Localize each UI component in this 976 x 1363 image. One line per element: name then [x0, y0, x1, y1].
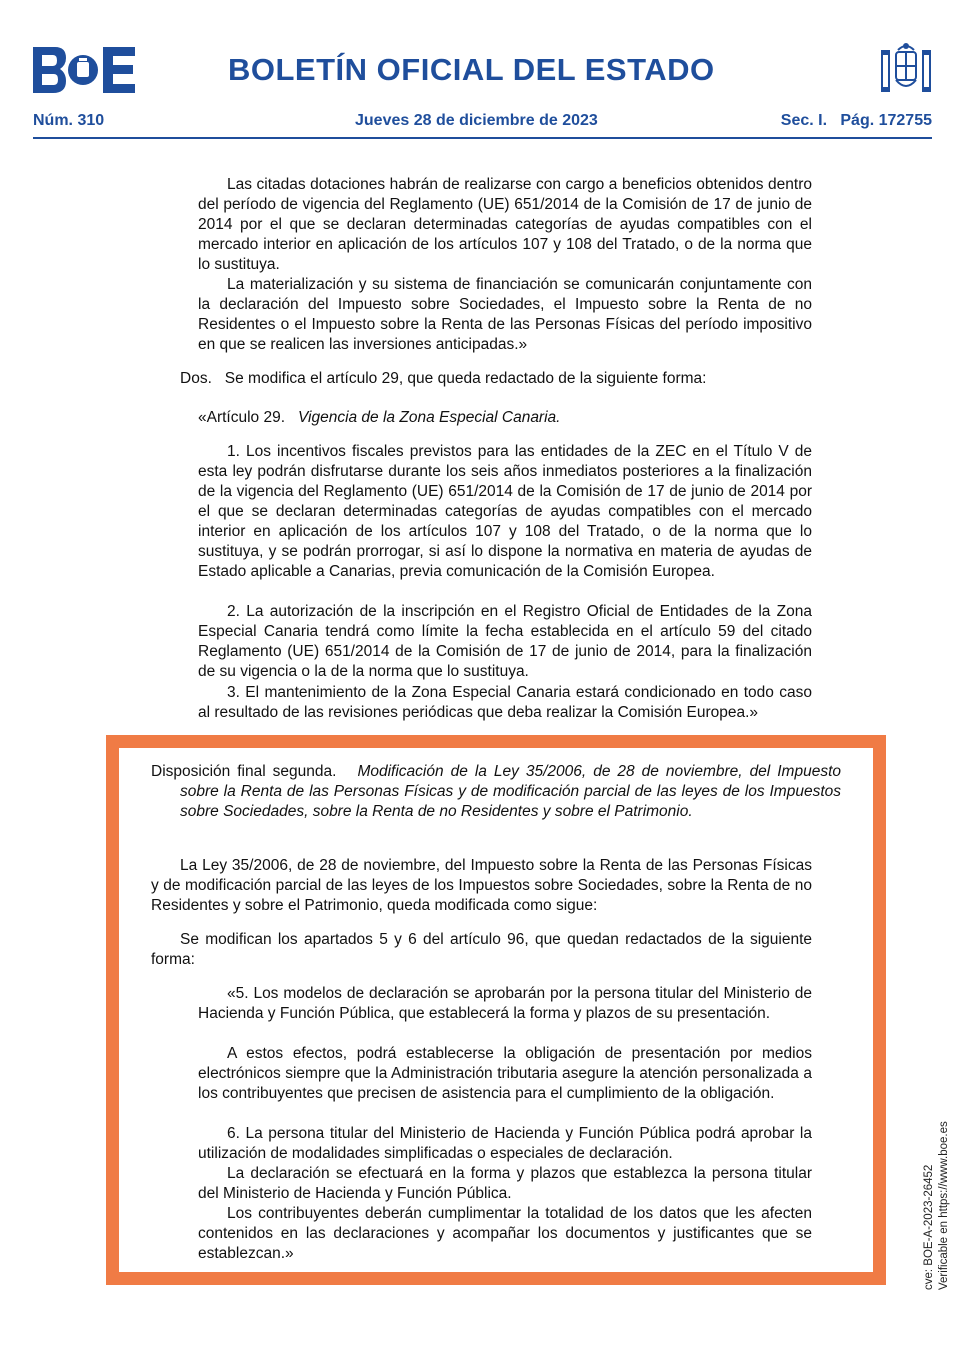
final-provision-label: Disposición final segunda.	[151, 763, 337, 780]
issue-date: Jueves 28 de diciembre de 2023	[355, 112, 598, 129]
paragraph: Se modifican los apartados 5 y 6 del artículo 96, que quedan redactados de la siguiente forma:	[151, 931, 812, 968]
boe-logo	[33, 47, 135, 93]
header-rule	[33, 137, 932, 139]
section-page: Sec. I. Pág. 172755	[780, 112, 932, 129]
paragraph: 3. El mantenimiento de la Zona Especial Canaria estará condicionado en todo caso al resultado de las revisiones periódicas que deba realizar la Comisión Europea.»	[198, 684, 812, 721]
paragraph: 6. La persona titular del Ministerio de Hacienda y Función Pública podrá aprobar la utilización de modalidades simplificadas o especiales de declaración.	[198, 1125, 812, 1162]
cve-sidebar	[922, 1121, 952, 1290]
issue-number: Núm. 310	[33, 112, 105, 129]
verify-url: Verificable en https://www.boe.es	[938, 1121, 950, 1290]
final-provision-title: Modificación de la Ley 35/2006, de 28 de noviembre, del Impuesto sobre la Renta de las Personas Físicas y de modificación parcial de las leyes de los Impuestos sobre Sociedades, sobre la Renta de no Residentes y sobre el Patrimonio.	[180, 763, 842, 820]
paragraph: 1. Los incentivos fiscales previstos para las entidades de la ZEC en el Título V de esta ley podrán disfrutarse durante los seis años inmediatos posteriores a la finalización de la vigencia del Reglamento (UE) 651/2014 de la Comisión de 17 de junio de 2014 por el que se declaran determinadas categorías de ayudas compatibles con el mercado interior en aplicación de los artículos 107 y 108 del Tratado, o de la norma que lo sustituya, y se podrán prorrogar, si así lo dispone la normativa en materia de ayudas de Estado aplicable a Canarias, previa comunicación de la Comisión Europea.	[198, 443, 812, 580]
final-provision-heading	[151, 762, 841, 822]
issue-meta	[33, 112, 932, 134]
paragraph: La declaración se efectuará en la forma y plazos que establezca la persona titular del Ministerio de Hacienda y Función Pública.	[198, 1165, 812, 1202]
article-title: Vigencia de la Zona Especial Canaria.	[297, 409, 561, 426]
paragraph: A estos efectos, podrá establecerse la obligación de presentación por medios electrónicos siempre que la Administración tributaria asegure la atención personalizada a los contribuyentes que precisen de asistencia para el cumplimiento de la obligación.	[198, 1045, 812, 1102]
article-label: «Artículo 29.	[198, 409, 286, 426]
gazette-title: BOLETÍN OFICIAL DEL ESTADO	[228, 52, 715, 87]
paragraph-dos: Dos. Se modifica el artículo 29, que queda redactado de la siguiente forma:	[180, 370, 707, 387]
clipped-paragraph	[198, 683, 812, 737]
paragraph: La Ley 35/2006, de 28 de noviembre, del Impuesto sobre la Renta de las Personas Físicas y de modificación parcial de las leyes de los Impuestos sobre Sociedades, sobre la Renta de no Residentes y sobre el Patrimonio, queda modificada como sigue:	[151, 857, 812, 914]
paragraph: Las citadas dotaciones habrán de realizarse con cargo a beneficios obtenidos dentro del período de vigencia del Reglamento (UE) 651/2014 de la Comisión de 17 de junio de 2014 por el que se declaran determinadas categorías de ayudas compatibles con el mercado interior en aplicación de los artículos 107 y 108 del Tratado, o de la norma que lo sustituya.	[198, 176, 812, 273]
spanish-coat-of-arms-icon	[878, 40, 934, 98]
paragraph: La materialización y su sistema de financiación se comunicarán conjuntamente con la declaración del Impuesto sobre Sociedades, el Impuesto sobre la Renta de no Residentes o el Impuesto sobre la Renta de las Personas Físicas del período impositivo en que se realicen las inversiones anticipadas.»	[198, 276, 812, 353]
cve-code: cve: BOE-A-2023-26452	[923, 1164, 935, 1290]
article-heading	[198, 408, 812, 428]
paragraph: Los contribuyentes deberán cumplimentar la totalidad de los datos que les afecten contenidos en las declaraciones y acompañar los documentos y justificantes que se establezcan.»	[198, 1205, 812, 1262]
paragraph: 2. La autorización de la inscripción en el Registro Oficial de Entidades de la Zona Especial Canaria tendrá como límite la fecha establecida en el artículo 59 del citado Reglamento (UE) 651/2014 de la Comisión de 17 de junio de 2014, para la finalización de su vigencia o la de la norma que lo sustituya.	[198, 603, 812, 680]
paragraph: «5. Los modelos de declaración se aprobarán por la persona titular del Ministerio de Hacienda y Función Pública, que establecerá la forma y plazos de su presentación.	[198, 985, 812, 1022]
